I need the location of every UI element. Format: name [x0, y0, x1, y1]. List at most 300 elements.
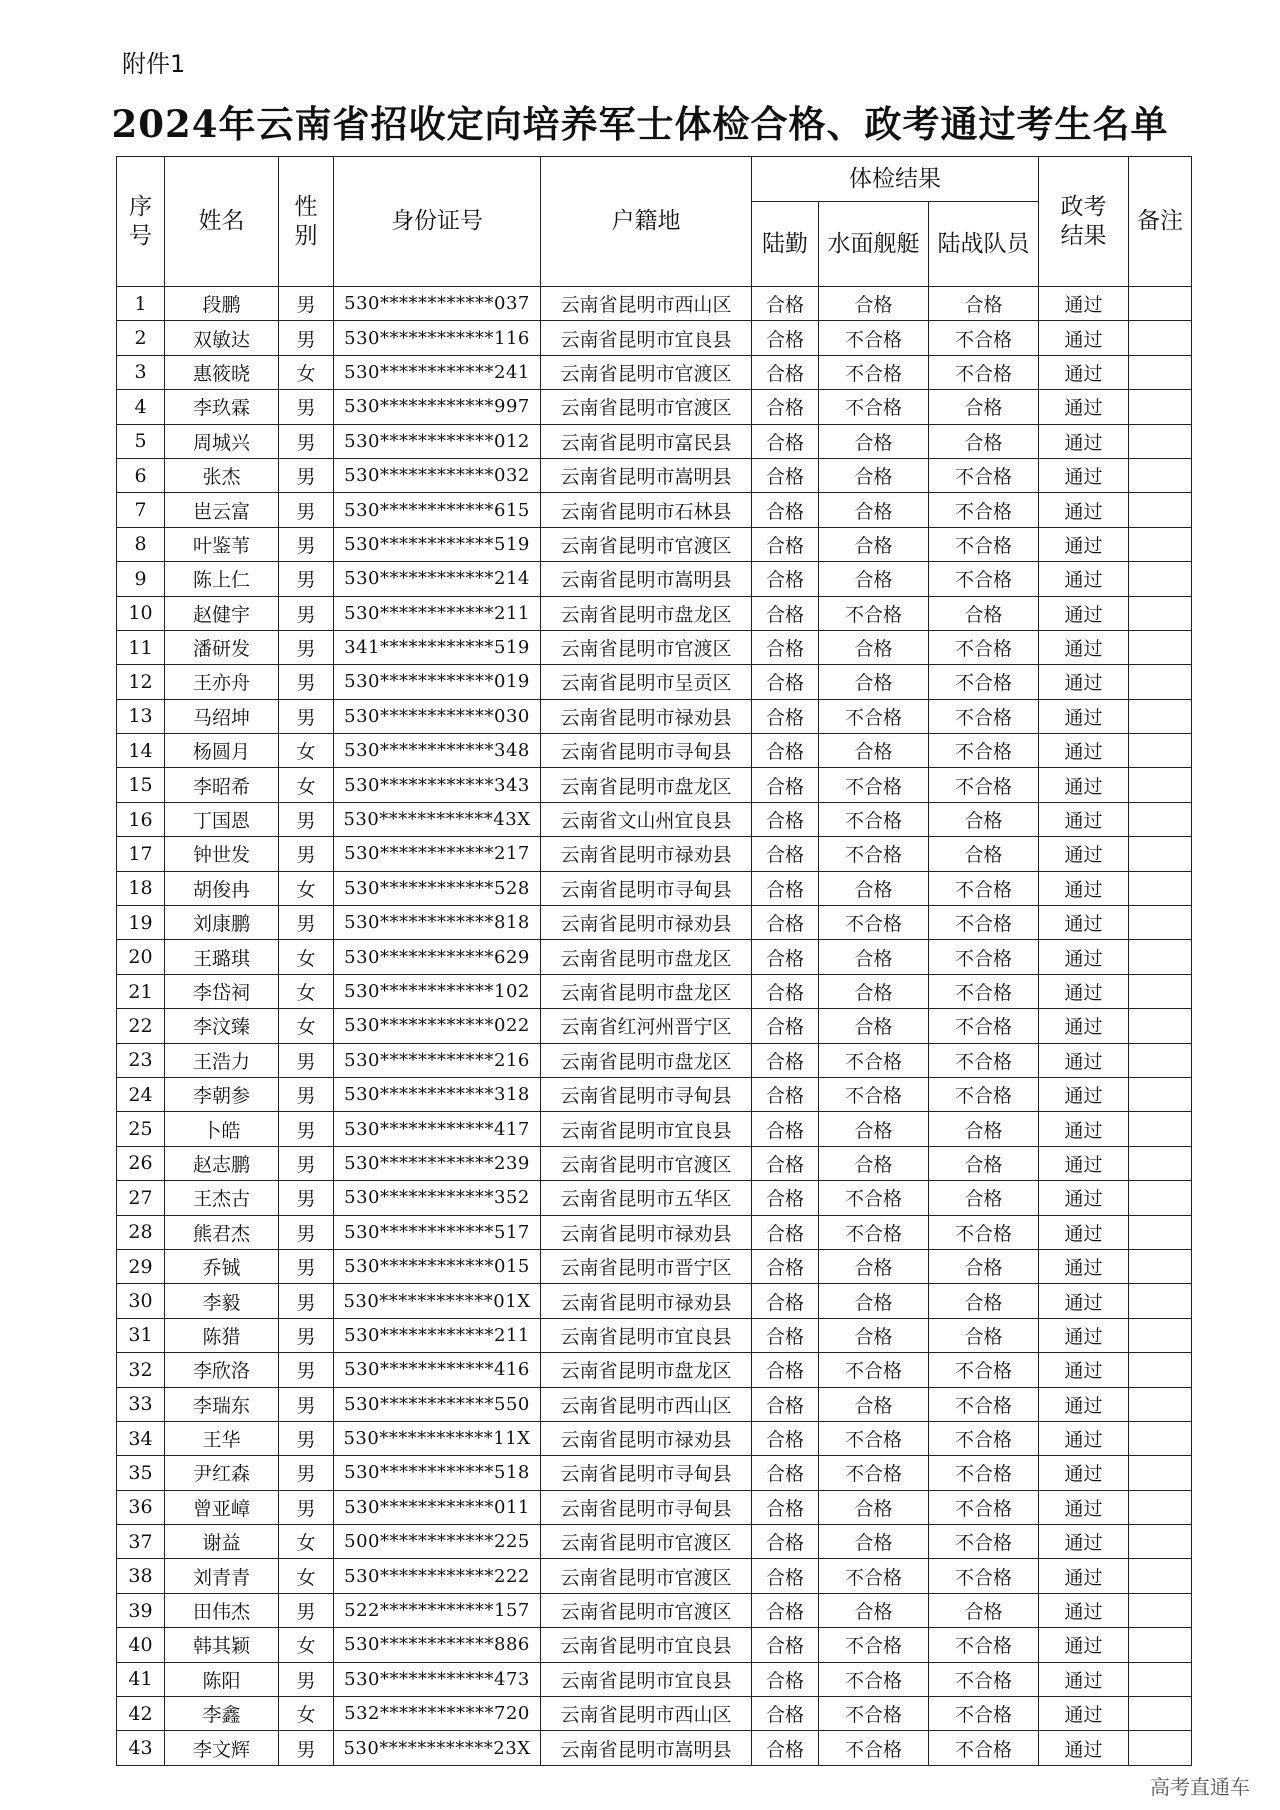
cell-gender: 男	[279, 493, 334, 527]
cell-marine: 合格	[929, 390, 1039, 424]
cell-id: 530************518	[334, 1456, 541, 1490]
cell-surface: 不合格	[819, 837, 929, 871]
cell-surface: 不合格	[819, 596, 929, 630]
cell-surface: 合格	[819, 287, 929, 321]
cell-land: 合格	[752, 458, 819, 492]
cell-seq: 18	[117, 871, 165, 905]
cell-name: 双敏达	[165, 321, 279, 355]
cell-gender: 男	[279, 630, 334, 664]
table-row	[117, 768, 1192, 802]
cell-hukou: 云南省昆明市官渡区	[541, 1525, 752, 1559]
cell-id: 530************030	[334, 699, 541, 733]
cell-land: 合格	[752, 630, 819, 664]
cell-remarks	[1129, 390, 1192, 424]
cell-surface: 合格	[819, 1525, 929, 1559]
cell-political: 通过	[1039, 527, 1129, 561]
cell-hukou: 云南省昆明市官渡区	[541, 390, 752, 424]
cell-name: 李岱祠	[165, 974, 279, 1008]
table-row	[117, 287, 1192, 321]
cell-surface: 不合格	[819, 906, 929, 940]
cell-political: 通过	[1039, 630, 1129, 664]
cell-id: 530************416	[334, 1353, 541, 1387]
cell-remarks	[1129, 1490, 1192, 1524]
cell-name: 陈阳	[165, 1662, 279, 1696]
cell-land: 合格	[752, 802, 819, 836]
cell-seq: 11	[117, 630, 165, 664]
header-id: 身份证号	[334, 157, 541, 287]
table-row	[117, 1146, 1192, 1180]
table-row	[117, 734, 1192, 768]
cell-political: 通过	[1039, 837, 1129, 871]
cell-political: 通过	[1039, 1215, 1129, 1249]
cell-id: 530************022	[334, 1009, 541, 1043]
cell-remarks	[1129, 527, 1192, 561]
cell-marine: 不合格	[929, 1387, 1039, 1421]
cell-gender: 男	[279, 1181, 334, 1215]
cell-name: 陈猎	[165, 1318, 279, 1352]
cell-seq: 21	[117, 974, 165, 1008]
cell-gender: 男	[279, 837, 334, 871]
cell-hukou: 云南省昆明市富民县	[541, 424, 752, 458]
cell-land: 合格	[752, 1181, 819, 1215]
cell-id: 530************417	[334, 1112, 541, 1146]
cell-remarks	[1129, 1077, 1192, 1111]
cell-marine: 合格	[929, 1249, 1039, 1283]
cell-land: 合格	[752, 424, 819, 458]
cell-remarks	[1129, 1559, 1192, 1593]
cell-surface: 合格	[819, 1112, 929, 1146]
cell-seq: 40	[117, 1628, 165, 1662]
attachment-label: 附件1	[122, 50, 186, 78]
cell-seq: 8	[117, 527, 165, 561]
cell-surface: 不合格	[819, 1628, 929, 1662]
cell-id: 530************239	[334, 1146, 541, 1180]
cell-hukou: 云南省昆明市禄劝县	[541, 1421, 752, 1455]
cell-land: 合格	[752, 1421, 819, 1455]
cell-gender: 男	[279, 1112, 334, 1146]
cell-political: 通过	[1039, 1731, 1129, 1765]
cell-id: 530************019	[334, 665, 541, 699]
cell-hukou: 云南省昆明市官渡区	[541, 1559, 752, 1593]
table-row	[117, 1077, 1192, 1111]
cell-land: 合格	[752, 287, 819, 321]
cell-political: 通过	[1039, 596, 1129, 630]
table-row	[117, 1112, 1192, 1146]
cell-land: 合格	[752, 768, 819, 802]
table-row	[117, 699, 1192, 733]
cell-seq: 7	[117, 493, 165, 527]
cell-remarks	[1129, 1215, 1192, 1249]
cell-surface: 不合格	[819, 1043, 929, 1077]
cell-id: 530************012	[334, 424, 541, 458]
cell-remarks	[1129, 1009, 1192, 1043]
cell-seq: 2	[117, 321, 165, 355]
cell-name: 岜云富	[165, 493, 279, 527]
cell-id: 530************629	[334, 940, 541, 974]
cell-political: 通过	[1039, 734, 1129, 768]
cell-id: 530************43X	[334, 802, 541, 836]
cell-seq: 12	[117, 665, 165, 699]
cell-surface: 不合格	[819, 1215, 929, 1249]
cell-name: 王璐琪	[165, 940, 279, 974]
cell-marine: 合格	[929, 596, 1039, 630]
cell-remarks	[1129, 458, 1192, 492]
cell-marine: 不合格	[929, 665, 1039, 699]
table-row	[117, 1525, 1192, 1559]
header-marine: 陆战队员	[929, 202, 1039, 287]
cell-name: 马绍坤	[165, 699, 279, 733]
cell-seq: 26	[117, 1146, 165, 1180]
cell-remarks	[1129, 424, 1192, 458]
cell-gender: 男	[279, 424, 334, 458]
table-row	[117, 802, 1192, 836]
cell-remarks	[1129, 1731, 1192, 1765]
table-row	[117, 1731, 1192, 1765]
cell-marine: 不合格	[929, 974, 1039, 1008]
cell-political: 通过	[1039, 1077, 1129, 1111]
cell-name: 周城兴	[165, 424, 279, 458]
table-row	[117, 355, 1192, 389]
cell-land: 合格	[752, 1731, 819, 1765]
cell-remarks	[1129, 940, 1192, 974]
table-row	[117, 596, 1192, 630]
cell-hukou: 云南省昆明市嵩明县	[541, 562, 752, 596]
cell-name: 赵健宇	[165, 596, 279, 630]
cell-political: 通过	[1039, 1628, 1129, 1662]
cell-land: 合格	[752, 1043, 819, 1077]
cell-id: 530************528	[334, 871, 541, 905]
cell-name: 韩其颖	[165, 1628, 279, 1662]
cell-political: 通过	[1039, 1593, 1129, 1627]
cell-surface: 合格	[819, 1284, 929, 1318]
cell-remarks	[1129, 802, 1192, 836]
table-row	[117, 562, 1192, 596]
cell-political: 通过	[1039, 1112, 1129, 1146]
cell-hukou: 云南省昆明市禄劝县	[541, 699, 752, 733]
cell-political: 通过	[1039, 699, 1129, 733]
cell-id: 500************225	[334, 1525, 541, 1559]
cell-hukou: 云南省昆明市宜良县	[541, 1628, 752, 1662]
cell-political: 通过	[1039, 458, 1129, 492]
cell-surface: 不合格	[819, 1456, 929, 1490]
cell-gender: 男	[279, 287, 334, 321]
cell-remarks	[1129, 665, 1192, 699]
table-row	[117, 424, 1192, 458]
cell-remarks	[1129, 1421, 1192, 1455]
cell-id: 530************216	[334, 1043, 541, 1077]
cell-remarks	[1129, 1456, 1192, 1490]
cell-hukou: 云南省昆明市宜良县	[541, 321, 752, 355]
cell-seq: 25	[117, 1112, 165, 1146]
cell-marine: 不合格	[929, 768, 1039, 802]
cell-surface: 不合格	[819, 1559, 929, 1593]
cell-political: 通过	[1039, 974, 1129, 1008]
cell-political: 通过	[1039, 424, 1129, 458]
cell-name: 李昭希	[165, 768, 279, 802]
cell-gender: 男	[279, 458, 334, 492]
table-row	[117, 1456, 1192, 1490]
table-row	[117, 940, 1192, 974]
table-row	[117, 493, 1192, 527]
cell-hukou: 云南省昆明市官渡区	[541, 630, 752, 664]
cell-name: 丁国恩	[165, 802, 279, 836]
cell-political: 通过	[1039, 1421, 1129, 1455]
cell-seq: 33	[117, 1387, 165, 1421]
cell-surface: 不合格	[819, 1697, 929, 1731]
cell-political: 通过	[1039, 1009, 1129, 1043]
cell-remarks	[1129, 1387, 1192, 1421]
cell-id: 530************211	[334, 596, 541, 630]
cell-political: 通过	[1039, 906, 1129, 940]
cell-seq: 35	[117, 1456, 165, 1490]
cell-political: 通过	[1039, 1043, 1129, 1077]
cell-name: 李汶臻	[165, 1009, 279, 1043]
cell-seq: 16	[117, 802, 165, 836]
cell-surface: 合格	[819, 1593, 929, 1627]
cell-land: 合格	[752, 1525, 819, 1559]
cell-marine: 不合格	[929, 1077, 1039, 1111]
cell-remarks	[1129, 974, 1192, 1008]
cell-id: 530************116	[334, 321, 541, 355]
cell-hukou: 云南省昆明市盘龙区	[541, 974, 752, 1008]
cell-seq: 28	[117, 1215, 165, 1249]
cell-land: 合格	[752, 1009, 819, 1043]
cell-gender: 男	[279, 1215, 334, 1249]
cell-political: 通过	[1039, 1353, 1129, 1387]
cell-political: 通过	[1039, 802, 1129, 836]
cell-gender: 男	[279, 562, 334, 596]
cell-seq: 17	[117, 837, 165, 871]
cell-land: 合格	[752, 1697, 819, 1731]
cell-name: 曾亚嶂	[165, 1490, 279, 1524]
cell-id: 530************01X	[334, 1284, 541, 1318]
cell-seq: 22	[117, 1009, 165, 1043]
cell-id: 530************011	[334, 1490, 541, 1524]
cell-gender: 女	[279, 1009, 334, 1043]
cell-remarks	[1129, 1318, 1192, 1352]
cell-id: 530************352	[334, 1181, 541, 1215]
header-land: 陆勤	[752, 202, 819, 287]
cell-id: 530************241	[334, 355, 541, 389]
cell-name: 赵志鹏	[165, 1146, 279, 1180]
cell-land: 合格	[752, 1077, 819, 1111]
cell-marine: 不合格	[929, 1215, 1039, 1249]
cell-hukou: 云南省昆明市寻甸县	[541, 871, 752, 905]
cell-political: 通过	[1039, 1181, 1129, 1215]
cell-seq: 36	[117, 1490, 165, 1524]
table-row	[117, 1628, 1192, 1662]
cell-seq: 24	[117, 1077, 165, 1111]
table-row	[117, 1181, 1192, 1215]
cell-name: 叶鉴苇	[165, 527, 279, 561]
table-row	[117, 1009, 1192, 1043]
cell-marine: 合格	[929, 802, 1039, 836]
cell-marine: 合格	[929, 837, 1039, 871]
cell-marine: 不合格	[929, 871, 1039, 905]
cell-name: 李朝参	[165, 1077, 279, 1111]
cell-remarks	[1129, 1043, 1192, 1077]
cell-gender: 男	[279, 1490, 334, 1524]
cell-name: 刘康鹏	[165, 906, 279, 940]
header-seq: 序号	[117, 157, 165, 287]
cell-hukou: 云南省昆明市官渡区	[541, 355, 752, 389]
table-row	[117, 1249, 1192, 1283]
cell-marine: 不合格	[929, 321, 1039, 355]
cell-hukou: 云南省昆明市禄劝县	[541, 1284, 752, 1318]
cell-seq: 14	[117, 734, 165, 768]
cell-gender: 男	[279, 1318, 334, 1352]
cell-surface: 不合格	[819, 802, 929, 836]
cell-name: 李鑫	[165, 1697, 279, 1731]
cell-land: 合格	[752, 390, 819, 424]
cell-seq: 34	[117, 1421, 165, 1455]
cell-land: 合格	[752, 1662, 819, 1696]
cell-hukou: 云南省昆明市寻甸县	[541, 1456, 752, 1490]
table-row	[117, 1043, 1192, 1077]
cell-hukou: 云南省昆明市呈贡区	[541, 665, 752, 699]
cell-marine: 不合格	[929, 1731, 1039, 1765]
table-row	[117, 1421, 1192, 1455]
cell-name: 刘青青	[165, 1559, 279, 1593]
header-surface: 水面舰艇	[819, 202, 929, 287]
cell-political: 通过	[1039, 665, 1129, 699]
table-row	[117, 527, 1192, 561]
cell-surface: 合格	[819, 1249, 929, 1283]
cell-political: 通过	[1039, 287, 1129, 321]
cell-political: 通过	[1039, 562, 1129, 596]
cell-hukou: 云南省文山州宜良县	[541, 802, 752, 836]
cell-gender: 男	[279, 1593, 334, 1627]
cell-name: 熊君杰	[165, 1215, 279, 1249]
cell-hukou: 云南省昆明市晋宁区	[541, 1249, 752, 1283]
cell-name: 卜皓	[165, 1112, 279, 1146]
cell-land: 合格	[752, 1112, 819, 1146]
cell-marine: 不合格	[929, 458, 1039, 492]
cell-marine: 不合格	[929, 562, 1039, 596]
watermark: 高考直通车	[1150, 1775, 1250, 1799]
table-row	[117, 837, 1192, 871]
cell-surface: 合格	[819, 562, 929, 596]
cell-political: 通过	[1039, 1456, 1129, 1490]
cell-seq: 3	[117, 355, 165, 389]
cell-gender: 女	[279, 734, 334, 768]
cell-remarks	[1129, 1181, 1192, 1215]
cell-gender: 女	[279, 1559, 334, 1593]
cell-land: 合格	[752, 734, 819, 768]
cell-seq: 37	[117, 1525, 165, 1559]
cell-land: 合格	[752, 1249, 819, 1283]
cell-id: 530************015	[334, 1249, 541, 1283]
cell-name: 潘研发	[165, 630, 279, 664]
cell-gender: 男	[279, 527, 334, 561]
cell-id: 530************997	[334, 390, 541, 424]
table-row	[117, 1662, 1192, 1696]
cell-land: 合格	[752, 906, 819, 940]
cell-name: 段鹏	[165, 287, 279, 321]
cell-surface: 不合格	[819, 699, 929, 733]
cell-gender: 女	[279, 1525, 334, 1559]
cell-political: 通过	[1039, 321, 1129, 355]
cell-id: 530************11X	[334, 1421, 541, 1455]
header-political: 政考结果	[1039, 157, 1129, 287]
cell-hukou: 云南省昆明市西山区	[541, 287, 752, 321]
cell-seq: 29	[117, 1249, 165, 1283]
cell-gender: 男	[279, 1456, 334, 1490]
cell-hukou: 云南省昆明市盘龙区	[541, 1353, 752, 1387]
cell-seq: 43	[117, 1731, 165, 1765]
cell-surface: 合格	[819, 630, 929, 664]
cell-id: 530************517	[334, 1215, 541, 1249]
cell-gender: 女	[279, 974, 334, 1008]
cell-surface: 不合格	[819, 1077, 929, 1111]
cell-land: 合格	[752, 562, 819, 596]
cell-seq: 30	[117, 1284, 165, 1318]
cell-surface: 合格	[819, 458, 929, 492]
cell-land: 合格	[752, 871, 819, 905]
cell-marine: 不合格	[929, 734, 1039, 768]
cell-land: 合格	[752, 699, 819, 733]
cell-marine: 不合格	[929, 1628, 1039, 1662]
cell-seq: 10	[117, 596, 165, 630]
table-row	[117, 1353, 1192, 1387]
cell-hukou: 云南省昆明市官渡区	[541, 527, 752, 561]
cell-gender: 男	[279, 321, 334, 355]
cell-marine: 不合格	[929, 630, 1039, 664]
cell-marine: 不合格	[929, 355, 1039, 389]
cell-id: 530************222	[334, 1559, 541, 1593]
cell-political: 通过	[1039, 1662, 1129, 1696]
cell-gender: 男	[279, 1387, 334, 1421]
cell-remarks	[1129, 768, 1192, 802]
cell-land: 合格	[752, 940, 819, 974]
cell-gender: 女	[279, 1697, 334, 1731]
cell-name: 张杰	[165, 458, 279, 492]
cell-remarks	[1129, 1353, 1192, 1387]
cell-surface: 合格	[819, 871, 929, 905]
header-exam-group: 体检结果	[752, 157, 1039, 202]
cell-surface: 合格	[819, 974, 929, 1008]
cell-land: 合格	[752, 1318, 819, 1352]
cell-marine: 不合格	[929, 1353, 1039, 1387]
cell-marine: 不合格	[929, 527, 1039, 561]
cell-remarks	[1129, 1284, 1192, 1318]
cell-hukou: 云南省昆明市禄劝县	[541, 906, 752, 940]
table-row	[117, 974, 1192, 1008]
table-row	[117, 665, 1192, 699]
cell-name: 谢益	[165, 1525, 279, 1559]
cell-seq: 27	[117, 1181, 165, 1215]
cell-seq: 1	[117, 287, 165, 321]
cell-gender: 男	[279, 390, 334, 424]
table-row	[117, 1387, 1192, 1421]
cell-hukou: 云南省红河州晋宁区	[541, 1009, 752, 1043]
cell-political: 通过	[1039, 1559, 1129, 1593]
cell-political: 通过	[1039, 1249, 1129, 1283]
cell-seq: 19	[117, 906, 165, 940]
cell-land: 合格	[752, 1559, 819, 1593]
cell-surface: 合格	[819, 527, 929, 561]
cell-remarks	[1129, 871, 1192, 905]
cell-land: 合格	[752, 1593, 819, 1627]
table-row	[117, 1318, 1192, 1352]
cell-marine: 不合格	[929, 1456, 1039, 1490]
header-remarks: 备注	[1129, 157, 1192, 287]
cell-surface: 合格	[819, 1009, 929, 1043]
cell-id: 530************217	[334, 837, 541, 871]
table-row	[117, 321, 1192, 355]
cell-hukou: 云南省昆明市西山区	[541, 1387, 752, 1421]
cell-surface: 合格	[819, 940, 929, 974]
